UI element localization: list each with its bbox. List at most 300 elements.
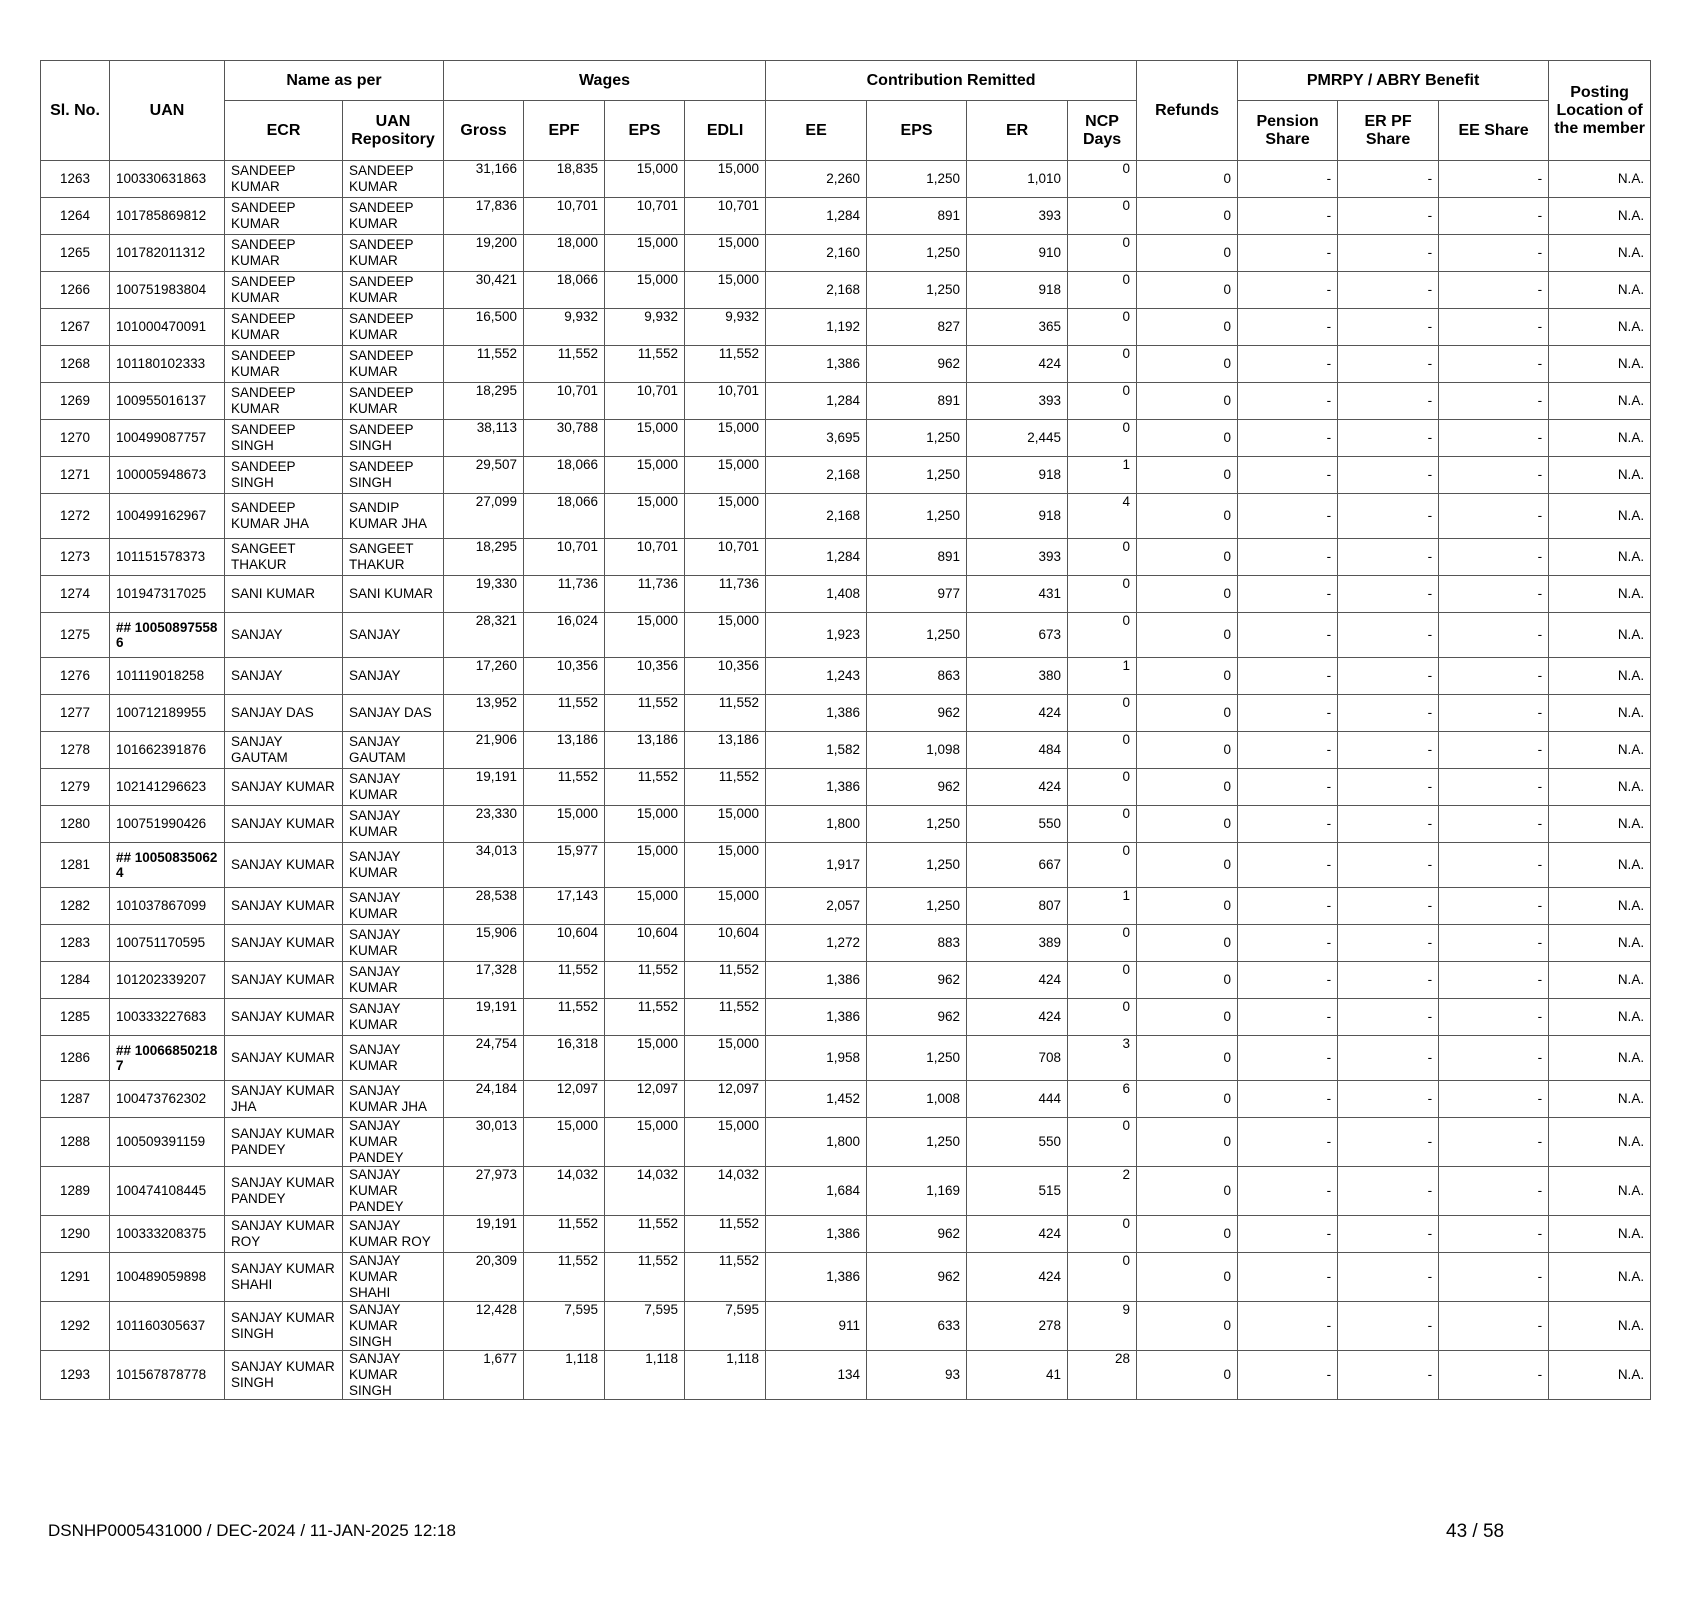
edli-cell: 15,000 (685, 888, 766, 925)
ecr-name-cell: SANJAY KUMAR SINGH (225, 1302, 343, 1351)
pension-share-cell: - (1238, 539, 1338, 576)
edli-cell: 15,000 (685, 613, 766, 658)
ncp-days-cell: 0 (1068, 769, 1137, 806)
header-er-pf-share: ER PF Share (1338, 101, 1439, 161)
repository-name-cell: SANDEEP KUMAR (343, 309, 444, 346)
er-pf-share-cell: - (1338, 494, 1439, 539)
er-pf-share-cell: - (1338, 235, 1439, 272)
ncp-days-cell: 0 (1068, 539, 1137, 576)
gross-cell: 29,507 (444, 457, 524, 494)
edli-cell: 10,701 (685, 383, 766, 420)
sl-no-cell: 1274 (41, 576, 110, 613)
refunds-cell: 0 (1137, 925, 1238, 962)
header-name-as-per: Name as per (225, 61, 444, 101)
pension-share-cell: - (1238, 457, 1338, 494)
sl-no-cell: 1263 (41, 161, 110, 198)
refunds-cell: 0 (1137, 1253, 1238, 1302)
pension-share-cell: - (1238, 999, 1338, 1036)
pension-share-cell: - (1238, 383, 1338, 420)
refunds-cell: 0 (1137, 806, 1238, 843)
posting-location-cell: N.A. (1549, 806, 1651, 843)
refunds-cell: 0 (1137, 888, 1238, 925)
uan-cell: 100005948673 (110, 457, 225, 494)
ee-cell: 2,168 (766, 494, 867, 539)
eps-cell: 11,552 (605, 1216, 685, 1253)
pension-share-cell: - (1238, 695, 1338, 732)
table-row (41, 888, 1651, 925)
ee-share-cell: - (1439, 613, 1549, 658)
refunds-cell: 0 (1137, 1036, 1238, 1081)
eps-cell: 11,552 (605, 1253, 685, 1302)
sl-no-cell: 1276 (41, 658, 110, 695)
contribution-eps-cell: 1,250 (867, 806, 967, 843)
edli-cell: 15,000 (685, 806, 766, 843)
table-row (41, 1081, 1651, 1118)
contribution-eps-cell: 1,250 (867, 457, 967, 494)
ncp-days-cell: 0 (1068, 1216, 1137, 1253)
pension-share-cell: - (1238, 1036, 1338, 1081)
uan-cell: 101119018258 (110, 658, 225, 695)
eps-cell: 15,000 (605, 235, 685, 272)
edli-cell: 15,000 (685, 235, 766, 272)
refunds-cell: 0 (1137, 576, 1238, 613)
uan-cell: ## 10066850218 7 (110, 1036, 225, 1081)
ncp-days-cell: 0 (1068, 346, 1137, 383)
repository-name-cell: SANJAY KUMAR (343, 999, 444, 1036)
edli-cell: 15,000 (685, 457, 766, 494)
epf-cell: 17,143 (524, 888, 605, 925)
gross-cell: 12,428 (444, 1302, 524, 1351)
ncp-days-cell: 0 (1068, 1253, 1137, 1302)
eps-cell: 7,595 (605, 1302, 685, 1351)
ncp-days-cell: 0 (1068, 161, 1137, 198)
ncp-days-cell: 1 (1068, 457, 1137, 494)
epf-cell: 15,000 (524, 806, 605, 843)
edli-cell: 12,097 (685, 1081, 766, 1118)
repository-name-cell: SANJAY KUMAR SHAHI (343, 1253, 444, 1302)
ee-share-cell: - (1439, 843, 1549, 888)
gross-cell: 24,754 (444, 1036, 524, 1081)
er-cell: 365 (967, 309, 1068, 346)
table-row (41, 1216, 1651, 1253)
epf-cell: 13,186 (524, 732, 605, 769)
eps-cell: 15,000 (605, 806, 685, 843)
ncp-days-cell: 2 (1068, 1167, 1137, 1216)
epf-cell: 18,066 (524, 457, 605, 494)
er-cell: 424 (967, 695, 1068, 732)
ee-cell: 1,386 (766, 346, 867, 383)
posting-location-cell: N.A. (1549, 494, 1651, 539)
pension-share-cell: - (1238, 1253, 1338, 1302)
eps-cell: 12,097 (605, 1081, 685, 1118)
er-cell: 708 (967, 1036, 1068, 1081)
epf-cell: 12,097 (524, 1081, 605, 1118)
sl-no-cell: 1271 (41, 457, 110, 494)
pension-share-cell: - (1238, 613, 1338, 658)
uan-cell: ## 10050897558 6 (110, 613, 225, 658)
uan-cell: 101000470091 (110, 309, 225, 346)
er-cell: 667 (967, 843, 1068, 888)
er-pf-share-cell: - (1338, 383, 1439, 420)
table-row (41, 272, 1651, 309)
gross-cell: 38,113 (444, 420, 524, 457)
repository-name-cell: SANDEEP KUMAR (343, 198, 444, 235)
posting-location-cell: N.A. (1549, 161, 1651, 198)
edli-cell: 15,000 (685, 272, 766, 309)
uan-cell: 101151578373 (110, 539, 225, 576)
epf-cell: 18,000 (524, 235, 605, 272)
refunds-cell: 0 (1137, 494, 1238, 539)
eps-cell: 15,000 (605, 272, 685, 309)
ee-cell: 3,695 (766, 420, 867, 457)
ee-cell: 1,243 (766, 658, 867, 695)
er-cell: 550 (967, 1118, 1068, 1167)
repository-name-cell: SANDIP KUMAR JHA (343, 494, 444, 539)
er-cell: 918 (967, 494, 1068, 539)
ecr-name-cell: SANJAY KUMAR (225, 806, 343, 843)
gross-cell: 31,166 (444, 161, 524, 198)
er-pf-share-cell: - (1338, 888, 1439, 925)
gross-cell: 17,328 (444, 962, 524, 999)
posting-location-cell: N.A. (1549, 613, 1651, 658)
posting-location-cell: N.A. (1549, 457, 1651, 494)
posting-location-cell: N.A. (1549, 1351, 1651, 1400)
table-row (41, 999, 1651, 1036)
eps-cell: 15,000 (605, 613, 685, 658)
contribution-eps-cell: 883 (867, 925, 967, 962)
ecr-name-cell: SANJAY KUMAR SINGH (225, 1351, 343, 1400)
ee-share-cell: - (1439, 539, 1549, 576)
ncp-days-cell: 0 (1068, 235, 1137, 272)
contribution-eps-cell: 1,250 (867, 494, 967, 539)
refunds-cell: 0 (1137, 732, 1238, 769)
table-row (41, 539, 1651, 576)
sl-no-cell: 1268 (41, 346, 110, 383)
epf-cell: 18,835 (524, 161, 605, 198)
ncp-days-cell: 0 (1068, 843, 1137, 888)
edli-cell: 11,552 (685, 695, 766, 732)
pension-share-cell: - (1238, 1118, 1338, 1167)
refunds-cell: 0 (1137, 843, 1238, 888)
er-cell: 673 (967, 613, 1068, 658)
uan-cell: 100751170595 (110, 925, 225, 962)
pension-share-cell: - (1238, 420, 1338, 457)
repository-name-cell: SANDEEP KUMAR (343, 161, 444, 198)
ee-cell: 1,272 (766, 925, 867, 962)
epf-cell: 18,066 (524, 272, 605, 309)
gross-cell: 19,200 (444, 235, 524, 272)
edli-cell: 15,000 (685, 494, 766, 539)
header-gross: Gross (444, 101, 524, 161)
sl-no-cell: 1278 (41, 732, 110, 769)
edli-cell: 11,736 (685, 576, 766, 613)
uan-cell: 101180102333 (110, 346, 225, 383)
edli-cell: 1,118 (685, 1351, 766, 1400)
ecr-name-cell: SANJAY KUMAR PANDEY (225, 1167, 343, 1216)
epf-cell: 14,032 (524, 1167, 605, 1216)
pension-share-cell: - (1238, 235, 1338, 272)
er-pf-share-cell: - (1338, 1351, 1439, 1400)
ee-share-cell: - (1439, 732, 1549, 769)
table-row (41, 494, 1651, 539)
ee-share-cell: - (1439, 235, 1549, 272)
ecr-name-cell: SANJAY KUMAR SHAHI (225, 1253, 343, 1302)
ee-share-cell: - (1439, 161, 1549, 198)
refunds-cell: 0 (1137, 1118, 1238, 1167)
er-cell: 918 (967, 457, 1068, 494)
header-posting-location: Posting Location of the member (1549, 61, 1651, 161)
epf-cell: 15,000 (524, 1118, 605, 1167)
ee-share-cell: - (1439, 1351, 1549, 1400)
er-cell: 393 (967, 539, 1068, 576)
ecr-name-cell: SANJAY KUMAR JHA (225, 1081, 343, 1118)
er-pf-share-cell: - (1338, 695, 1439, 732)
repository-name-cell: SANJAY KUMAR JHA (343, 1081, 444, 1118)
table-row (41, 613, 1651, 658)
epf-cell: 11,552 (524, 962, 605, 999)
refunds-cell: 0 (1137, 198, 1238, 235)
uan-cell: ## 10050835062 4 (110, 843, 225, 888)
er-pf-share-cell: - (1338, 1036, 1439, 1081)
contribution-eps-cell: 1,250 (867, 420, 967, 457)
ee-share-cell: - (1439, 346, 1549, 383)
uan-cell: 101785869812 (110, 198, 225, 235)
eps-cell: 15,000 (605, 1036, 685, 1081)
edli-cell: 15,000 (685, 1036, 766, 1081)
ee-share-cell: - (1439, 962, 1549, 999)
ee-cell: 1,284 (766, 198, 867, 235)
repository-name-cell: SANJAY KUMAR (343, 843, 444, 888)
ecr-name-cell: SANDEEP KUMAR (225, 309, 343, 346)
ee-share-cell: - (1439, 1216, 1549, 1253)
er-cell: 424 (967, 1216, 1068, 1253)
contribution-eps-cell: 977 (867, 576, 967, 613)
contribution-eps-cell: 1,250 (867, 1118, 967, 1167)
ecr-name-cell: SANDEEP KUMAR (225, 235, 343, 272)
table-row (41, 732, 1651, 769)
header-uan: UAN (110, 61, 225, 161)
er-pf-share-cell: - (1338, 769, 1439, 806)
repository-name-cell: SANDEEP SINGH (343, 457, 444, 494)
gross-cell: 34,013 (444, 843, 524, 888)
header-epf: EPF (524, 101, 605, 161)
table-row (41, 1167, 1651, 1216)
edli-cell: 11,552 (685, 1253, 766, 1302)
repository-name-cell: SANJAY KUMAR SINGH (343, 1302, 444, 1351)
uan-cell: 102141296623 (110, 769, 225, 806)
ee-cell: 1,800 (766, 806, 867, 843)
gross-cell: 18,295 (444, 539, 524, 576)
uan-cell: 101782011312 (110, 235, 225, 272)
ncp-days-cell: 0 (1068, 999, 1137, 1036)
ee-share-cell: - (1439, 576, 1549, 613)
ecr-contribution-table (40, 60, 1651, 1400)
er-cell: 41 (967, 1351, 1068, 1400)
sl-no-cell: 1289 (41, 1167, 110, 1216)
sl-no-cell: 1279 (41, 769, 110, 806)
ee-share-cell: - (1439, 1036, 1549, 1081)
gross-cell: 27,099 (444, 494, 524, 539)
sl-no-cell: 1265 (41, 235, 110, 272)
ecr-name-cell: SANJAY (225, 658, 343, 695)
eps-cell: 11,552 (605, 346, 685, 383)
uan-cell: 100333208375 (110, 1216, 225, 1253)
refunds-cell: 0 (1137, 235, 1238, 272)
eps-cell: 15,000 (605, 888, 685, 925)
contribution-eps-cell: 962 (867, 999, 967, 1036)
eps-cell: 15,000 (605, 1118, 685, 1167)
gross-cell: 13,952 (444, 695, 524, 732)
posting-location-cell: N.A. (1549, 1036, 1651, 1081)
sl-no-cell: 1291 (41, 1253, 110, 1302)
pension-share-cell: - (1238, 198, 1338, 235)
ee-cell: 1,582 (766, 732, 867, 769)
er-pf-share-cell: - (1338, 457, 1439, 494)
pension-share-cell: - (1238, 1167, 1338, 1216)
ee-cell: 2,057 (766, 888, 867, 925)
sl-no-cell: 1286 (41, 1036, 110, 1081)
contribution-eps-cell: 891 (867, 198, 967, 235)
header-eps: EPS (605, 101, 685, 161)
edli-cell: 10,604 (685, 925, 766, 962)
er-cell: 424 (967, 999, 1068, 1036)
repository-name-cell: SANDEEP KUMAR (343, 346, 444, 383)
ncp-days-cell: 0 (1068, 1118, 1137, 1167)
repository-name-cell: SANDEEP KUMAR (343, 235, 444, 272)
refunds-cell: 0 (1137, 1081, 1238, 1118)
sl-no-cell: 1293 (41, 1351, 110, 1400)
repository-name-cell: SANJAY DAS (343, 695, 444, 732)
gross-cell: 28,538 (444, 888, 524, 925)
ncp-days-cell: 0 (1068, 309, 1137, 346)
contribution-eps-cell: 962 (867, 1216, 967, 1253)
er-cell: 444 (967, 1081, 1068, 1118)
table-row (41, 420, 1651, 457)
refunds-cell: 0 (1137, 539, 1238, 576)
ee-share-cell: - (1439, 383, 1549, 420)
eps-cell: 15,000 (605, 494, 685, 539)
repository-name-cell: SANGEET THAKUR (343, 539, 444, 576)
posting-location-cell: N.A. (1549, 198, 1651, 235)
ee-cell: 911 (766, 1302, 867, 1351)
eps-cell: 11,552 (605, 962, 685, 999)
er-cell: 807 (967, 888, 1068, 925)
header-ee-share: EE Share (1439, 101, 1549, 161)
ncp-days-cell: 0 (1068, 962, 1137, 999)
gross-cell: 20,309 (444, 1253, 524, 1302)
er-pf-share-cell: - (1338, 272, 1439, 309)
ee-share-cell: - (1439, 420, 1549, 457)
er-cell: 910 (967, 235, 1068, 272)
er-pf-share-cell: - (1338, 1253, 1439, 1302)
header-uan-repository: UAN Repository (343, 101, 444, 161)
epf-cell: 11,552 (524, 769, 605, 806)
contribution-eps-cell: 633 (867, 1302, 967, 1351)
gross-cell: 17,836 (444, 198, 524, 235)
eps-cell: 1,118 (605, 1351, 685, 1400)
uan-cell: 101947317025 (110, 576, 225, 613)
contribution-eps-cell: 1,169 (867, 1167, 967, 1216)
er-cell: 1,010 (967, 161, 1068, 198)
uan-cell: 100712189955 (110, 695, 225, 732)
ecr-name-cell: SANDEEP KUMAR (225, 161, 343, 198)
er-pf-share-cell: - (1338, 539, 1439, 576)
refunds-cell: 0 (1137, 346, 1238, 383)
repository-name-cell: SANI KUMAR (343, 576, 444, 613)
er-pf-share-cell: - (1338, 1302, 1439, 1351)
sl-no-cell: 1272 (41, 494, 110, 539)
ncp-days-cell: 0 (1068, 925, 1137, 962)
er-cell: 424 (967, 769, 1068, 806)
sl-no-cell: 1285 (41, 999, 110, 1036)
epf-cell: 11,552 (524, 1253, 605, 1302)
posting-location-cell: N.A. (1549, 576, 1651, 613)
ee-cell: 1,386 (766, 769, 867, 806)
posting-location-cell: N.A. (1549, 346, 1651, 383)
contribution-eps-cell: 962 (867, 346, 967, 383)
table-row (41, 309, 1651, 346)
ncp-days-cell: 0 (1068, 576, 1137, 613)
epf-cell: 1,118 (524, 1351, 605, 1400)
epf-cell: 11,552 (524, 999, 605, 1036)
er-pf-share-cell: - (1338, 161, 1439, 198)
eps-cell: 10,701 (605, 539, 685, 576)
contribution-eps-cell: 962 (867, 695, 967, 732)
contribution-eps-cell: 827 (867, 309, 967, 346)
ecr-name-cell: SANI KUMAR (225, 576, 343, 613)
posting-location-cell: N.A. (1549, 272, 1651, 309)
refunds-cell: 0 (1137, 161, 1238, 198)
ecr-name-cell: SANJAY KUMAR ROY (225, 1216, 343, 1253)
uan-cell: 100751990426 (110, 806, 225, 843)
pension-share-cell: - (1238, 962, 1338, 999)
repository-name-cell: SANJAY GAUTAM (343, 732, 444, 769)
ncp-days-cell: 0 (1068, 806, 1137, 843)
refunds-cell: 0 (1137, 1302, 1238, 1351)
ecr-name-cell: SANJAY KUMAR (225, 1036, 343, 1081)
gross-cell: 1,677 (444, 1351, 524, 1400)
er-pf-share-cell: - (1338, 962, 1439, 999)
table-row (41, 576, 1651, 613)
epf-cell: 10,701 (524, 383, 605, 420)
table-row (41, 843, 1651, 888)
posting-location-cell: N.A. (1549, 309, 1651, 346)
table-row (41, 346, 1651, 383)
er-pf-share-cell: - (1338, 309, 1439, 346)
edli-cell: 10,701 (685, 539, 766, 576)
epf-cell: 30,788 (524, 420, 605, 457)
edli-cell: 15,000 (685, 420, 766, 457)
pension-share-cell: - (1238, 1351, 1338, 1400)
eps-cell: 11,552 (605, 999, 685, 1036)
repository-name-cell: SANDEEP KUMAR (343, 272, 444, 309)
gross-cell: 28,321 (444, 613, 524, 658)
ncp-days-cell: 0 (1068, 198, 1137, 235)
eps-cell: 15,000 (605, 843, 685, 888)
ncp-days-cell: 9 (1068, 1302, 1137, 1351)
table-row (41, 383, 1651, 420)
gross-cell: 11,552 (444, 346, 524, 383)
ee-cell: 134 (766, 1351, 867, 1400)
sl-no-cell: 1287 (41, 1081, 110, 1118)
ee-cell: 1,386 (766, 1253, 867, 1302)
posting-location-cell: N.A. (1549, 383, 1651, 420)
epf-cell: 10,356 (524, 658, 605, 695)
table-row (41, 806, 1651, 843)
posting-location-cell: N.A. (1549, 1302, 1651, 1351)
header-ncp-days: NCP Days (1068, 101, 1137, 161)
table-row (41, 235, 1651, 272)
